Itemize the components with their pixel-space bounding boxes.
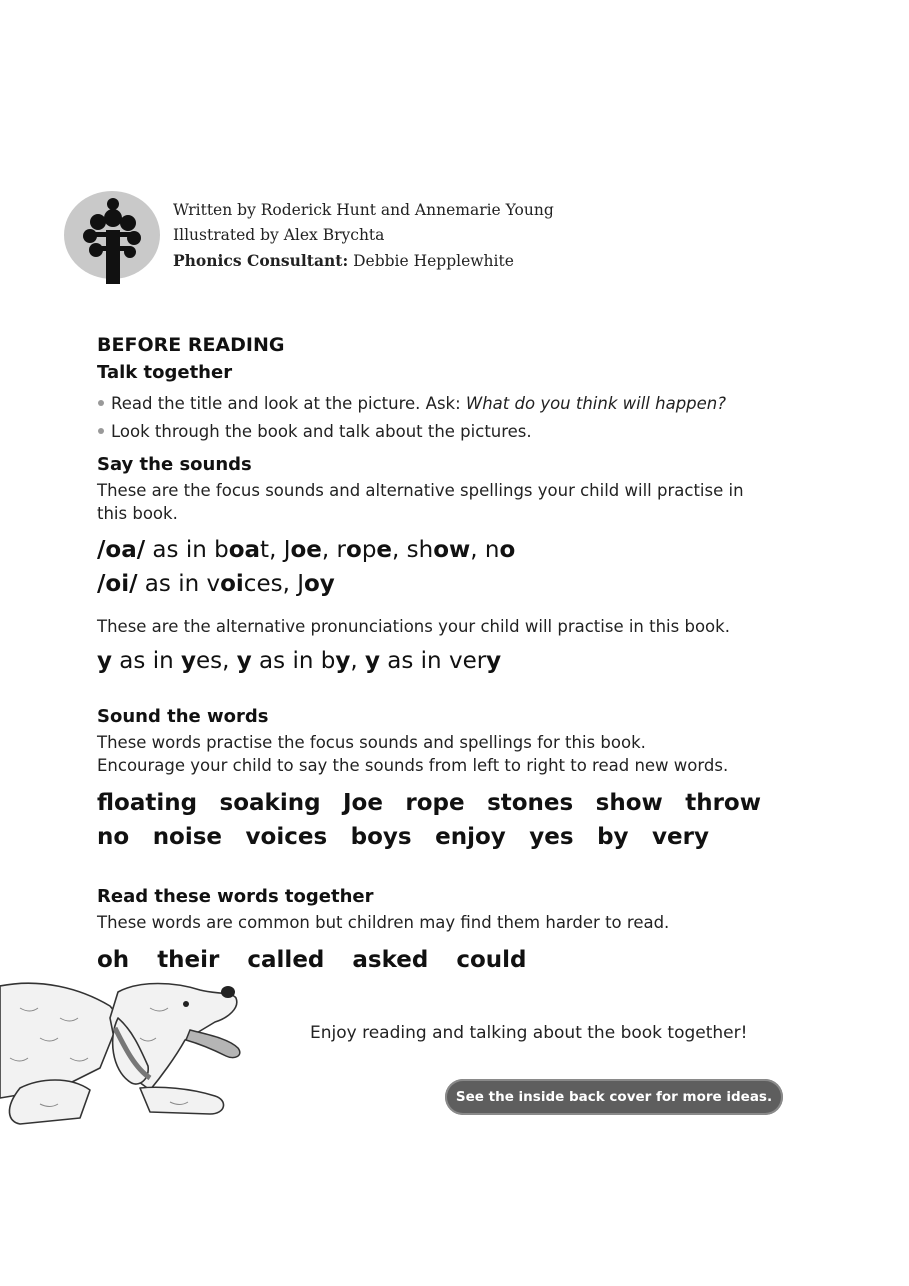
bullet-dot-icon (98, 400, 104, 406)
sound-words-intro-1: These words practise the focus sounds and spellings for this book. (97, 733, 646, 752)
bullet-item: Look through the book and talk about the pictures. (97, 420, 817, 454)
word: throw (685, 790, 761, 816)
sound-words-heading: Sound the words (97, 706, 269, 727)
read-together-heading: Read these words together (97, 886, 374, 907)
word: stones (487, 790, 574, 816)
word: voices (245, 824, 328, 850)
word-row-1 (97, 790, 761, 824)
written-by: Written by Roderick Hunt and Annemarie Young (173, 201, 554, 219)
word: boys (350, 824, 412, 850)
say-sounds-intro: These are the focus sounds and alternative spellings your child will practise in this book. (97, 481, 744, 523)
bullet-item: Read the title and look at the picture. Ask: What do you think will happen? (97, 392, 817, 420)
word: called (247, 947, 325, 973)
word: could (456, 947, 527, 973)
sound-words-intro-2: Encourage your child to say the sounds from left to right to read new words. (97, 756, 729, 775)
bullet-dot-icon (98, 428, 104, 434)
common-words-row (97, 947, 817, 973)
read-together-intro: These words are common but children may find them harder to read. (97, 913, 670, 932)
word: asked (352, 947, 429, 973)
tree-logo-icon (62, 190, 162, 286)
word: noise (152, 824, 223, 850)
y-sound-row: y as in yes, y as in by, y as in very (97, 648, 502, 674)
word: soaking (219, 790, 321, 816)
closing-message: Enjoy reading and talking about the book together! (310, 1023, 748, 1043)
word: no (97, 824, 130, 850)
say-sounds-heading: Say the sounds (97, 454, 252, 475)
word: show (595, 790, 663, 816)
illustrated-by: Illustrated by Alex Brychta (173, 226, 385, 244)
credits (173, 198, 554, 274)
word: Joe (343, 790, 383, 816)
word-row-2 (97, 824, 709, 886)
before-reading-heading: BEFORE READING (97, 334, 285, 356)
oa-sound-row: /oa/ as in boat, Joe, rope, show, no (97, 537, 516, 563)
word: yes (529, 824, 574, 850)
word: rope (405, 790, 465, 816)
word: by (597, 824, 629, 850)
word: floating (97, 790, 198, 816)
word: enjoy (435, 824, 506, 850)
alt-pronunciations-intro: These are the alternative pronunciations your child will practise in this book. (97, 617, 730, 636)
before-reading-section (97, 334, 817, 973)
talk-together-heading: Talk together (97, 362, 233, 383)
word: very (652, 824, 709, 850)
word: oh (97, 947, 130, 973)
more-ideas-badge: See the inside back cover for more ideas. (445, 1079, 783, 1115)
word: their (157, 947, 220, 973)
oi-sound-row: /oi/ as in voices, Joy (97, 571, 335, 597)
phonics-consultant: Phonics Consultant: Debbie Hepplewhite (173, 251, 514, 270)
dog-illustration (0, 978, 245, 1130)
